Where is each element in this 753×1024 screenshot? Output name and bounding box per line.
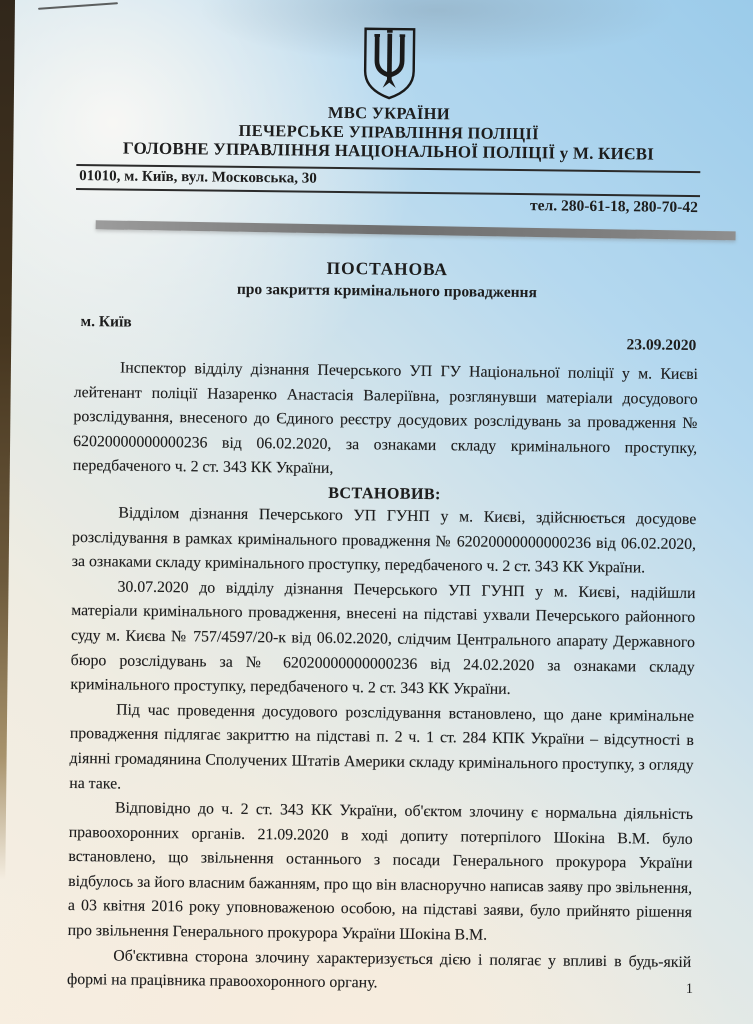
document-body xyxy=(67,356,698,1000)
body-paragraph: Під час проведення досудового розслідування встановлено, що дане кримінальне провадження підлягає закриттю на підставі п. 2 ч. 1 ст. 284 КПК України – відсутності в діянні громадянина Сполучених Штатів Америки складу кримінального проступку, з огляду на таке. xyxy=(69,701,695,793)
letterhead xyxy=(76,22,702,217)
pen-mark xyxy=(38,2,118,10)
document-city: м. Київ xyxy=(80,313,132,331)
body-paragraph: 30.07.2020 до відділу дізнання Печерського УП ГУНП у м. Києві, надійшли матеріали кримінального провадження, внесені на підставі ухвали Печерського районного суду м. Києва № 757/4597/20-к від 06.02.2020, слідчим Центрального апарату Державного бюро розслідувань за № 62020000000000236 від 24.02.2020 за ознаками складу кримінального проступку, передбаченого ч. 2 ст. 343 КК України. xyxy=(70,578,696,699)
body-paragraph: Об'єктивна сторона злочину характеризується дією і полягає у впливі в будь-якій формі на працівника правоохоронного органу. xyxy=(66,947,692,992)
intro-paragraph: Інспектор відділу дізнання Печерського УП ГУ Національної поліції у м. Києві лейтенант поліції Назаренко Анастасія Валеріївна, розглянувши матеріали досудового розслідування, внесеного до Єдиного реєстру досудових розслідувань за провадження № 62020000000000236 від 06.02.2020, за ознаками складу кримінального проступку, передбаченого ч. 2 ст. 343 КК України, xyxy=(72,359,699,478)
document-subtitle: про закриття кримінального провадження xyxy=(236,280,537,302)
page-number: 1 xyxy=(685,981,693,997)
ukraine-trident-emblem-icon xyxy=(361,25,418,102)
document-title: ПОСТАНОВА xyxy=(326,257,448,280)
org-address: 01010, м. Київ, вул. Московська, 30 xyxy=(79,168,317,187)
document-page xyxy=(67,18,702,1000)
org-phone: тел. 280-61-18, 280-70-42 xyxy=(529,197,698,217)
document-date: 23.09.2020 xyxy=(626,336,697,355)
org-name-line1: МВС УКРАЇНИ xyxy=(327,102,451,124)
body-paragraph: Відділом дізнання Печерського УП ГУНП у м. Києві, здійснюється досудове розслідування в рамках кримінального провадження № 62020000000000236 від 06.02.2020, за ознаками складу кримінального проступку, передбаченого ч. 2 ст. 343 КК України. xyxy=(71,504,697,577)
org-name-line2: ПЕЧЕРСЬКЕ УПРАВЛІННЯ ПОЛІЦІЇ xyxy=(238,120,540,144)
city-date-row xyxy=(74,313,698,355)
body-paragraph: Відповідно до ч. 2 ст. 343 КК України, об'єктом злочину є нормальна діяльність правоохоронних органів. 21.09.2020 в ході допиту потерпілого Шокіна В.М. було встановлено, що звільнення останнього з посади Генерального прокурора України відбулось за його власним бажанням, про що він власноручно написав заяву про звільнення, а 03 квітня 2016 року уповноваженою особою, на підставі заяви, було прийнято рішення про звільнення Генерального прокурора України Шокіна В.М. xyxy=(67,799,694,944)
org-name-line3: ГОЛОВНЕ УПРАВЛІННЯ НАЦІОНАЛЬНОЇ ПОЛІЦІЇ у М. КИЄВІ xyxy=(122,138,655,164)
desk-edge xyxy=(0,0,15,880)
scan-artifact-band xyxy=(96,220,736,240)
resolution-heading: ВСТАНОВИВ: xyxy=(328,484,442,504)
